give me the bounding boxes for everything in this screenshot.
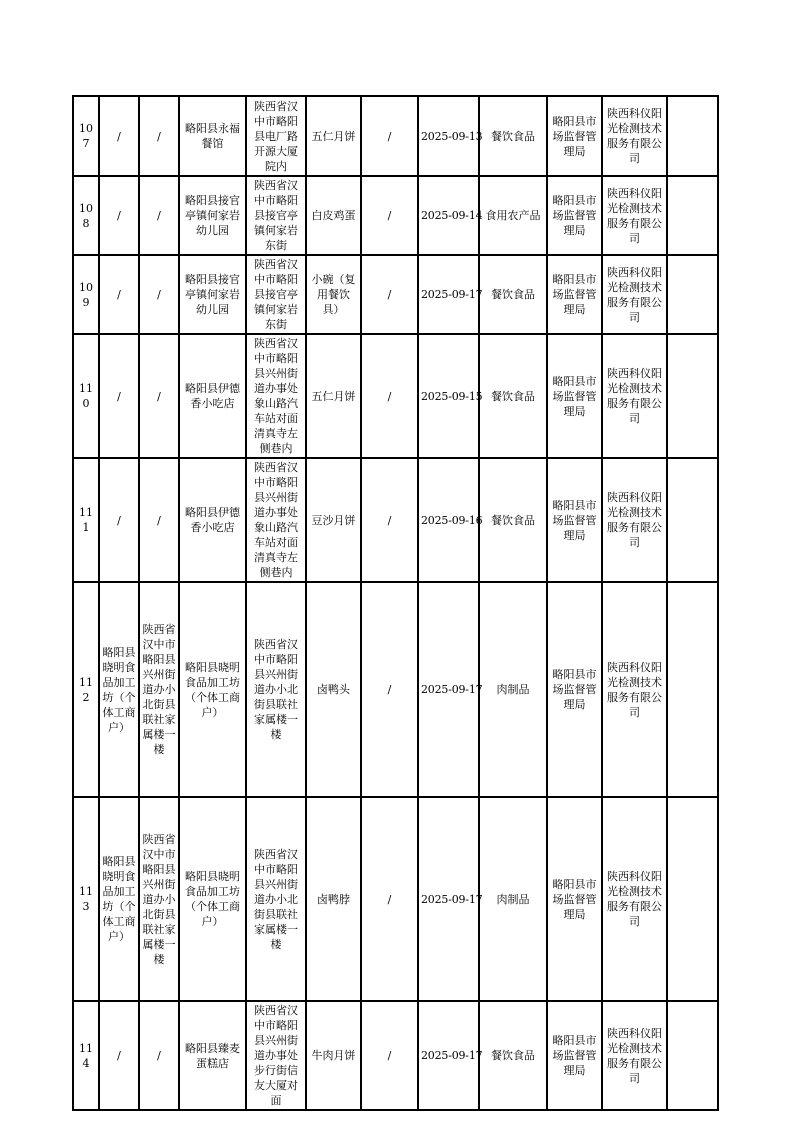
cell-sampled-unit-address: 陕西省汉中市略阳县兴州街道办小北街县联社家属楼一楼 [246,582,306,797]
cell-category: 餐饮食品 [479,96,547,176]
cell-producer-name: / [99,255,139,334]
cell-date: 2025-09-16 [418,458,479,582]
cell-spec: / [361,96,418,176]
cell-producer-address: 陕西省汉中市略阳县兴州街道办小北街县联社家属楼一楼 [139,797,179,1001]
cell-spec: / [361,176,418,255]
cell-sampled-unit-address: 陕西省汉中市略阳县兴州街道办小北街县联社家属楼一楼 [246,797,306,1001]
cell-row-number: 113 [73,797,99,1001]
cell-testing-agency: 陕西科仪阳光检测技术服务有限公司 [602,334,667,458]
cell-sampled-unit-name: 略阳县晓明食品加工坊（个体工商户） [179,582,246,797]
cell-row-number: 111 [73,458,99,582]
cell-producer-name: / [99,1001,139,1110]
cell-category: 餐饮食品 [479,255,547,334]
cell-spec: / [361,582,418,797]
cell-sampled-unit-address: 陕西省汉中市略阳县兴州街道办事处象山路汽车站对面清真寺左侧巷内 [246,458,306,582]
table-row [73,255,718,334]
cell-spec: / [361,1001,418,1110]
cell-producer-address: / [139,334,179,458]
cell-category: 肉制品 [479,582,547,797]
cell-spec: / [361,797,418,1001]
cell-authority: 略阳县市场监督管理局 [547,255,602,334]
cell-spec: / [361,458,418,582]
cell-food-name: 豆沙月饼 [306,458,361,582]
cell-date: 2025-09-13 [418,96,479,176]
cell-remark [667,176,718,255]
cell-food-name: 卤鸭头 [306,582,361,797]
table-row [73,334,718,458]
table-row [73,96,718,176]
cell-sampled-unit-address: 陕西省汉中市略阳县兴州街道办事处象山路汽车站对面清真寺左侧巷内 [246,334,306,458]
cell-sampled-unit-name: 略阳县接官亭镇何家岩幼儿园 [179,176,246,255]
cell-row-number: 110 [73,334,99,458]
cell-sampled-unit-name: 略阳县伊德香小吃店 [179,334,246,458]
inspection-table [72,95,719,1111]
cell-date: 2025-09-15 [418,334,479,458]
cell-row-number: 108 [73,176,99,255]
cell-category: 餐饮食品 [479,334,547,458]
cell-date: 2025-09-17 [418,582,479,797]
cell-testing-agency: 陕西科仪阳光检测技术服务有限公司 [602,582,667,797]
cell-sampled-unit-name: 略阳县伊德香小吃店 [179,458,246,582]
cell-authority: 略阳县市场监督管理局 [547,458,602,582]
cell-food-name: 五仁月饼 [306,334,361,458]
cell-producer-name: 略阳县晓明食品加工坊（个体工商户） [99,797,139,1001]
cell-row-number: 107 [73,96,99,176]
table-row [73,797,718,1001]
cell-row-number: 114 [73,1001,99,1110]
cell-authority: 略阳县市场监督管理局 [547,96,602,176]
cell-sampled-unit-name: 略阳县永福餐馆 [179,96,246,176]
cell-authority: 略阳县市场监督管理局 [547,797,602,1001]
cell-remark [667,458,718,582]
cell-producer-address: / [139,176,179,255]
cell-category: 食用农产品 [479,176,547,255]
cell-producer-address: / [139,458,179,582]
cell-spec: / [361,255,418,334]
cell-authority: 略阳县市场监督管理局 [547,582,602,797]
cell-testing-agency: 陕西科仪阳光检测技术服务有限公司 [602,255,667,334]
cell-spec: / [361,334,418,458]
cell-producer-address: 陕西省汉中市略阳县兴州街道办小北街县联社家属楼一楼 [139,582,179,797]
cell-producer-name: / [99,176,139,255]
cell-food-name: 白皮鸡蛋 [306,176,361,255]
cell-producer-name: / [99,334,139,458]
cell-remark [667,797,718,1001]
cell-food-name: 牛肉月饼 [306,1001,361,1110]
cell-sampled-unit-address: 陕西省汉中市略阳县兴州街道办事处步行街信友大厦对面 [246,1001,306,1110]
cell-producer-address: / [139,1001,179,1110]
table-row [73,582,718,797]
cell-producer-name: 略阳县晓明食品加工坊（个体工商户） [99,582,139,797]
cell-date: 2025-09-14 [418,176,479,255]
cell-category: 餐饮食品 [479,1001,547,1110]
cell-date: 2025-09-17 [418,1001,479,1110]
cell-producer-name: / [99,458,139,582]
cell-testing-agency: 陕西科仪阳光检测技术服务有限公司 [602,797,667,1001]
cell-sampled-unit-name: 略阳县晓明食品加工坊（个体工商户） [179,797,246,1001]
cell-authority: 略阳县市场监督管理局 [547,334,602,458]
cell-category: 餐饮食品 [479,458,547,582]
cell-remark [667,255,718,334]
cell-testing-agency: 陕西科仪阳光检测技术服务有限公司 [602,176,667,255]
cell-date: 2025-09-17 [418,255,479,334]
cell-food-name: 小碗（复用餐饮具） [306,255,361,334]
cell-producer-address: / [139,96,179,176]
cell-testing-agency: 陕西科仪阳光检测技术服务有限公司 [602,96,667,176]
cell-remark [667,334,718,458]
cell-producer-name: / [99,96,139,176]
table-row [73,1001,718,1110]
cell-row-number: 112 [73,582,99,797]
cell-remark [667,96,718,176]
cell-producer-address: / [139,255,179,334]
cell-testing-agency: 陕西科仪阳光检测技术服务有限公司 [602,458,667,582]
cell-sampled-unit-address: 陕西省汉中市略阳县接官亭镇何家岩东街 [246,255,306,334]
cell-sampled-unit-address: 陕西省汉中市略阳县接官亭镇何家岩东街 [246,176,306,255]
cell-remark [667,1001,718,1110]
cell-food-name: 五仁月饼 [306,96,361,176]
cell-sampled-unit-name: 略阳县接官亭镇何家岩幼儿园 [179,255,246,334]
cell-category: 肉制品 [479,797,547,1001]
cell-date: 2025-09-17 [418,797,479,1001]
cell-remark [667,582,718,797]
cell-sampled-unit-address: 陕西省汉中市略阳县电厂路开源大厦院内 [246,96,306,176]
cell-food-name: 卤鸭脖 [306,797,361,1001]
cell-row-number: 109 [73,255,99,334]
cell-authority: 略阳县市场监督管理局 [547,1001,602,1110]
cell-authority: 略阳县市场监督管理局 [547,176,602,255]
cell-testing-agency: 陕西科仪阳光检测技术服务有限公司 [602,1001,667,1110]
table-row [73,458,718,582]
table-row [73,176,718,255]
cell-sampled-unit-name: 略阳县臻麦蛋糕店 [179,1001,246,1110]
